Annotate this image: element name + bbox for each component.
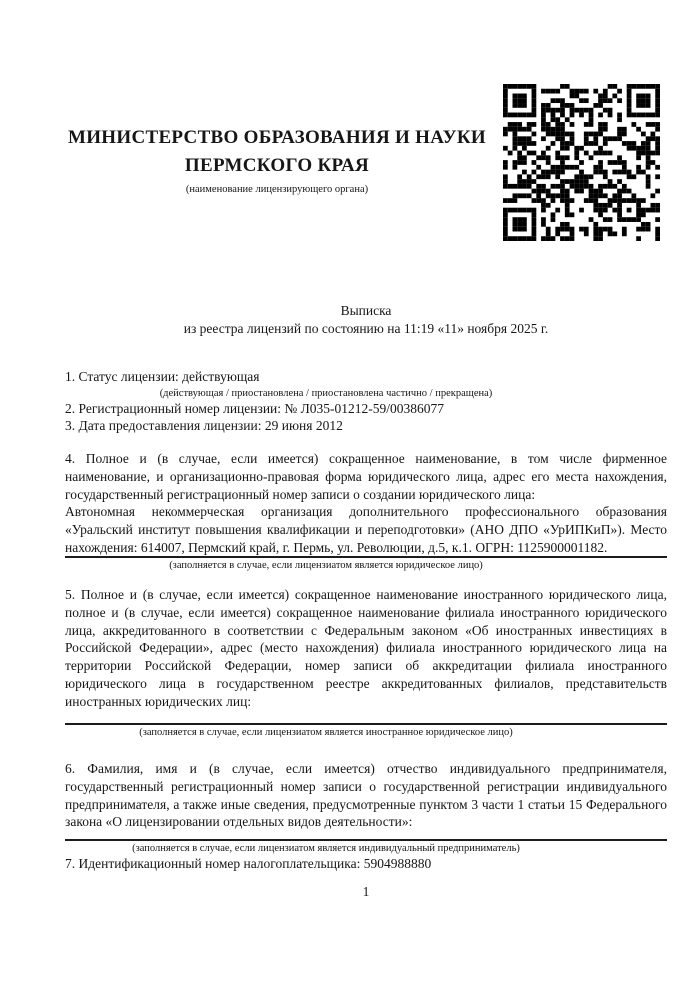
ministry-name-line1: МИНИСТЕРСТВО ОБРАЗОВАНИЯ И НАУКИ bbox=[67, 127, 487, 148]
item-4-value: Автономная некоммерческая организация дополнительного профессионального образования «Уральский институт повышения квалификации и переподготовки» (АНО ДПО «УрИПКиП»). Место нахождения: 614007, Пермский край, г. Пермь, ул. Революции, д.5, к.1. ОГРН: 1125900001182. bbox=[65, 504, 667, 555]
document-title-line2: из реестра лицензий по состоянию на 11:19 «11» ноября 2025 г. bbox=[183, 320, 549, 336]
item-4-legal-entity bbox=[65, 450, 667, 572]
document-title bbox=[65, 302, 667, 337]
ministry-name-line2: ПЕРМСКОГО КРАЯ bbox=[184, 155, 370, 176]
item-4-underline bbox=[65, 556, 667, 558]
document-title-line1: Выписка bbox=[340, 303, 392, 318]
item-3-grant-date: 3. Дата предоставления лицензии: 29 июня 2012 bbox=[65, 418, 343, 434]
item-1-caption: (действующая / приостановлена / приостановлена частично / прекращена) bbox=[159, 387, 493, 399]
item-6-blank-field bbox=[65, 831, 667, 841]
item-5-foreign-entity bbox=[65, 586, 667, 739]
item-6-individual-entrepreneur bbox=[65, 760, 667, 855]
ministry-header bbox=[40, 124, 514, 196]
item-7-taxpayer-number: 7. Идентификационный номер налогоплательщика: 5904988880 bbox=[65, 856, 432, 872]
item-4-caption: (заполняется в случае, если лицензиатом является юридическое лицо) bbox=[169, 560, 483, 572]
ministry-name-caption: (наименование лицензирующего органа) bbox=[185, 184, 369, 195]
item-5-caption: (заполняется в случае, если лицензиатом является иностранное юридическое лицо) bbox=[139, 727, 513, 739]
item-5-blank-field bbox=[65, 710, 667, 725]
document-body bbox=[65, 368, 667, 900]
item-5-intro: 5. Полное и (в случае, если имеется) сокращенное наименование иностранного юридического лица, полное и (в случае, если имеется) сокращенное наименование филиала иностранного юридического лица, аккредитованного в соответствии с Федеральным законом «Об иностранных инвестициях в Российской Федерации», адрес (место нахождения) филиала иностранного юридического лица на территории Российской Федерации, номер записи об аккредитации филиала иностранного юридического лица в государственном реестре аккредитованных филиалов, представительств иностранных юридических лиц: bbox=[65, 587, 667, 709]
item-6-caption: (заполняется в случае, если лицензиатом является индивидуальный предприниматель) bbox=[132, 843, 520, 855]
item-4-intro: 4. Полное и (в случае, если имеется) сокращенное наименование, в том числе фирменное наименование, и организационно-правовая форма юридического лица, адрес его места нахождения, государственный регистрационный номер записи о создании юридического лица: bbox=[65, 451, 667, 502]
item-6-intro: 6. Фамилия, имя и (в случае, если имеется) отчество индивидуального предпринимателя, государственный регистрационный номер записи о государственной регистрации индивидуального предпринимателя, а также иные сведения, предусмотренные пунктом 3 части 1 статьи 15 Федерального закона «О лицензировании отдельных видов деятельности»: bbox=[65, 761, 667, 830]
item-1-license-status: 1. Статус лицензии: действующая bbox=[65, 369, 260, 384]
page-number: 1 bbox=[362, 883, 370, 899]
item-2-registration-number: 2. Регистрационный номер лицензии: № Л035-01212-59/00386077 bbox=[65, 400, 445, 416]
qr-code bbox=[503, 84, 660, 241]
